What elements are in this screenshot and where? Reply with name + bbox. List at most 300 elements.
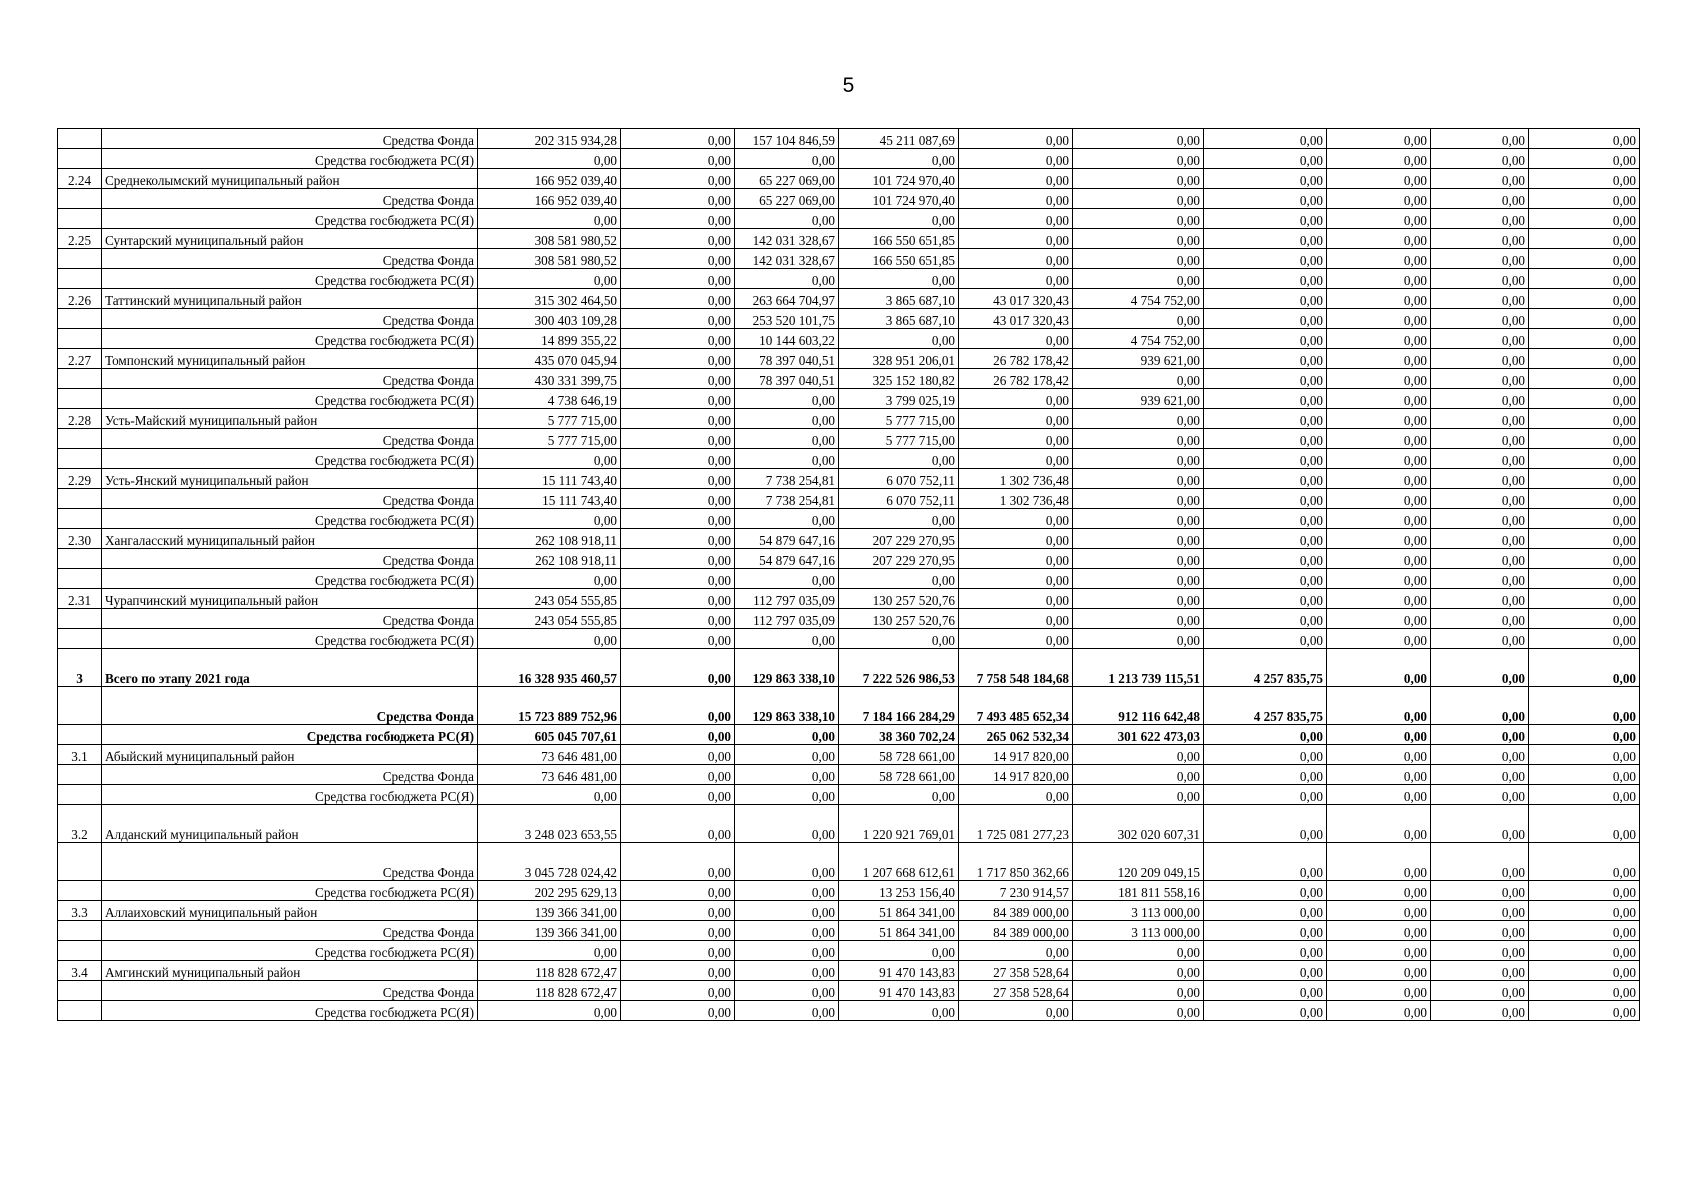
amount-cell: 0,00 bbox=[959, 429, 1073, 449]
amount-cell: 0,00 bbox=[959, 589, 1073, 609]
amount-cell: 0,00 bbox=[1431, 805, 1529, 843]
district-row bbox=[58, 649, 1640, 687]
amount-cell: 0,00 bbox=[1431, 369, 1529, 389]
amount-cell: 0,00 bbox=[1529, 349, 1640, 369]
funding-source-label: Средства госбюджета РС(Я) bbox=[102, 509, 478, 529]
amount-cell: 130 257 520,76 bbox=[839, 589, 959, 609]
amount-cell: 0,00 bbox=[1204, 329, 1327, 349]
row-number bbox=[58, 569, 102, 589]
amount-cell: 130 257 520,76 bbox=[839, 609, 959, 629]
amount-cell: 0,00 bbox=[1073, 1001, 1204, 1021]
funding-source-row bbox=[58, 921, 1640, 941]
amount-cell: 0,00 bbox=[1431, 843, 1529, 881]
amount-cell: 0,00 bbox=[959, 269, 1073, 289]
row-number bbox=[58, 981, 102, 1001]
amount-cell: 0,00 bbox=[1529, 921, 1640, 941]
amount-cell: 0,00 bbox=[839, 941, 959, 961]
funding-source-row bbox=[58, 509, 1640, 529]
amount-cell: 0,00 bbox=[1073, 961, 1204, 981]
amount-cell: 0,00 bbox=[1204, 509, 1327, 529]
row-number bbox=[58, 429, 102, 449]
row-number: 3.1 bbox=[58, 745, 102, 765]
funding-source-label: Средства госбюджета РС(Я) bbox=[102, 941, 478, 961]
amount-cell: 0,00 bbox=[735, 881, 839, 901]
amount-cell: 4 754 752,00 bbox=[1073, 289, 1204, 309]
row-number bbox=[58, 389, 102, 409]
finance-table bbox=[57, 128, 1640, 1021]
amount-cell: 0,00 bbox=[1073, 629, 1204, 649]
amount-cell: 27 358 528,64 bbox=[959, 981, 1073, 1001]
amount-cell: 0,00 bbox=[1529, 429, 1640, 449]
amount-cell: 0,00 bbox=[1431, 549, 1529, 569]
amount-cell: 0,00 bbox=[1204, 349, 1327, 369]
row-number bbox=[58, 921, 102, 941]
funding-source-row bbox=[58, 843, 1640, 881]
amount-cell: 3 045 728 024,42 bbox=[478, 843, 621, 881]
amount-cell: 0,00 bbox=[1431, 687, 1529, 725]
funding-source-label: Средства Фонда bbox=[102, 129, 478, 149]
amount-cell: 0,00 bbox=[621, 309, 735, 329]
amount-cell: 0,00 bbox=[1073, 589, 1204, 609]
amount-cell: 0,00 bbox=[621, 269, 735, 289]
amount-cell: 181 811 558,16 bbox=[1073, 881, 1204, 901]
funding-source-label: Средства госбюджета РС(Я) bbox=[102, 569, 478, 589]
amount-cell: 0,00 bbox=[735, 725, 839, 745]
amount-cell: 0,00 bbox=[621, 687, 735, 725]
amount-cell: 0,00 bbox=[1204, 785, 1327, 805]
amount-cell: 0,00 bbox=[1327, 805, 1431, 843]
amount-cell: 0,00 bbox=[1431, 1001, 1529, 1021]
funding-source-label: Средства Фонда bbox=[102, 549, 478, 569]
row-number bbox=[58, 1001, 102, 1021]
amount-cell: 0,00 bbox=[1431, 329, 1529, 349]
row-number bbox=[58, 189, 102, 209]
amount-cell: 15 111 743,40 bbox=[478, 469, 621, 489]
row-number: 3.2 bbox=[58, 805, 102, 843]
amount-cell: 0,00 bbox=[621, 941, 735, 961]
district-name: Среднеколымский муниципальный район bbox=[102, 169, 478, 189]
amount-cell: 0,00 bbox=[735, 629, 839, 649]
funding-source-label: Средства Фонда bbox=[102, 189, 478, 209]
amount-cell: 157 104 846,59 bbox=[735, 129, 839, 149]
amount-cell: 3 113 000,00 bbox=[1073, 921, 1204, 941]
amount-cell: 243 054 555,85 bbox=[478, 589, 621, 609]
row-number bbox=[58, 329, 102, 349]
amount-cell: 0,00 bbox=[1431, 469, 1529, 489]
amount-cell: 14 899 355,22 bbox=[478, 329, 621, 349]
amount-cell: 0,00 bbox=[621, 1001, 735, 1021]
funding-source-row bbox=[58, 369, 1640, 389]
amount-cell: 0,00 bbox=[735, 901, 839, 921]
amount-cell: 26 782 178,42 bbox=[959, 369, 1073, 389]
amount-cell: 166 550 651,85 bbox=[839, 249, 959, 269]
amount-cell: 0,00 bbox=[959, 329, 1073, 349]
amount-cell: 0,00 bbox=[1073, 249, 1204, 269]
funding-source-label: Средства госбюджета РС(Я) bbox=[102, 149, 478, 169]
amount-cell: 0,00 bbox=[1431, 529, 1529, 549]
amount-cell: 0,00 bbox=[959, 169, 1073, 189]
row-number: 3.3 bbox=[58, 901, 102, 921]
amount-cell: 0,00 bbox=[735, 509, 839, 529]
amount-cell: 0,00 bbox=[1073, 529, 1204, 549]
row-number bbox=[58, 149, 102, 169]
funding-source-row bbox=[58, 881, 1640, 901]
amount-cell: 0,00 bbox=[621, 569, 735, 589]
row-number: 2.24 bbox=[58, 169, 102, 189]
amount-cell: 430 331 399,75 bbox=[478, 369, 621, 389]
district-row bbox=[58, 805, 1640, 843]
amount-cell: 435 070 045,94 bbox=[478, 349, 621, 369]
funding-source-row bbox=[58, 329, 1640, 349]
amount-cell: 0,00 bbox=[1204, 589, 1327, 609]
funding-source-row bbox=[58, 249, 1640, 269]
amount-cell: 0,00 bbox=[1431, 389, 1529, 409]
district-row bbox=[58, 229, 1640, 249]
amount-cell: 0,00 bbox=[735, 569, 839, 589]
amount-cell: 0,00 bbox=[1327, 409, 1431, 429]
amount-cell: 0,00 bbox=[1204, 269, 1327, 289]
amount-cell: 0,00 bbox=[1327, 725, 1431, 745]
amount-cell: 0,00 bbox=[621, 805, 735, 843]
amount-cell: 0,00 bbox=[621, 149, 735, 169]
amount-cell: 0,00 bbox=[1529, 941, 1640, 961]
amount-cell: 0,00 bbox=[1327, 129, 1431, 149]
district-row bbox=[58, 409, 1640, 429]
amount-cell: 0,00 bbox=[1204, 129, 1327, 149]
amount-cell: 0,00 bbox=[1327, 309, 1431, 329]
amount-cell: 0,00 bbox=[839, 149, 959, 169]
amount-cell: 0,00 bbox=[621, 209, 735, 229]
amount-cell: 0,00 bbox=[959, 189, 1073, 209]
amount-cell: 0,00 bbox=[1529, 529, 1640, 549]
amount-cell: 0,00 bbox=[1073, 229, 1204, 249]
funding-source-label: Средства Фонда bbox=[102, 765, 478, 785]
funding-source-label: Средства Фонда bbox=[102, 609, 478, 629]
amount-cell: 0,00 bbox=[959, 529, 1073, 549]
amount-cell: 91 470 143,83 bbox=[839, 961, 959, 981]
amount-cell: 0,00 bbox=[1529, 249, 1640, 269]
row-number bbox=[58, 687, 102, 725]
amount-cell: 0,00 bbox=[1327, 269, 1431, 289]
amount-cell: 0,00 bbox=[1529, 409, 1640, 429]
row-number: 3 bbox=[58, 649, 102, 687]
row-number bbox=[58, 629, 102, 649]
amount-cell: 0,00 bbox=[1529, 569, 1640, 589]
amount-cell: 0,00 bbox=[1327, 209, 1431, 229]
amount-cell: 265 062 532,34 bbox=[959, 725, 1073, 745]
amount-cell: 0,00 bbox=[1529, 229, 1640, 249]
amount-cell: 3 799 025,19 bbox=[839, 389, 959, 409]
amount-cell: 0,00 bbox=[1327, 843, 1431, 881]
amount-cell: 0,00 bbox=[1204, 309, 1327, 329]
amount-cell: 0,00 bbox=[1431, 129, 1529, 149]
amount-cell: 0,00 bbox=[839, 269, 959, 289]
amount-cell: 0,00 bbox=[621, 961, 735, 981]
amount-cell: 0,00 bbox=[1327, 649, 1431, 687]
amount-cell: 0,00 bbox=[621, 981, 735, 1001]
amount-cell: 7 493 485 652,34 bbox=[959, 687, 1073, 725]
amount-cell: 0,00 bbox=[1327, 229, 1431, 249]
amount-cell: 0,00 bbox=[735, 269, 839, 289]
district-row bbox=[58, 589, 1640, 609]
row-number bbox=[58, 489, 102, 509]
amount-cell: 0,00 bbox=[1431, 229, 1529, 249]
funding-source-row bbox=[58, 687, 1640, 725]
amount-cell: 7 222 526 986,53 bbox=[839, 649, 959, 687]
amount-cell: 0,00 bbox=[735, 745, 839, 765]
amount-cell: 202 315 934,28 bbox=[478, 129, 621, 149]
row-number: 2.31 bbox=[58, 589, 102, 609]
amount-cell: 0,00 bbox=[735, 941, 839, 961]
amount-cell: 0,00 bbox=[735, 961, 839, 981]
row-number bbox=[58, 725, 102, 745]
amount-cell: 4 738 646,19 bbox=[478, 389, 621, 409]
amount-cell: 0,00 bbox=[1073, 209, 1204, 229]
amount-cell: 10 144 603,22 bbox=[735, 329, 839, 349]
amount-cell: 0,00 bbox=[1327, 629, 1431, 649]
district-name: Аллаиховский муниципальный район bbox=[102, 901, 478, 921]
amount-cell: 0,00 bbox=[1073, 609, 1204, 629]
amount-cell: 0,00 bbox=[621, 429, 735, 449]
funding-source-label: Средства госбюджета РС(Я) bbox=[102, 209, 478, 229]
district-row bbox=[58, 529, 1640, 549]
amount-cell: 0,00 bbox=[621, 609, 735, 629]
amount-cell: 0,00 bbox=[1204, 409, 1327, 429]
row-number: 2.28 bbox=[58, 409, 102, 429]
amount-cell: 0,00 bbox=[1431, 509, 1529, 529]
amount-cell: 0,00 bbox=[959, 229, 1073, 249]
amount-cell: 0,00 bbox=[959, 389, 1073, 409]
amount-cell: 912 116 642,48 bbox=[1073, 687, 1204, 725]
amount-cell: 7 758 548 184,68 bbox=[959, 649, 1073, 687]
amount-cell: 0,00 bbox=[478, 785, 621, 805]
amount-cell: 0,00 bbox=[621, 725, 735, 745]
funding-source-row bbox=[58, 549, 1640, 569]
amount-cell: 0,00 bbox=[1073, 269, 1204, 289]
amount-cell: 0,00 bbox=[1327, 881, 1431, 901]
funding-source-row bbox=[58, 429, 1640, 449]
amount-cell: 16 328 935 460,57 bbox=[478, 649, 621, 687]
amount-cell: 0,00 bbox=[1327, 429, 1431, 449]
amount-cell: 0,00 bbox=[1204, 249, 1327, 269]
funding-source-row bbox=[58, 1001, 1640, 1021]
amount-cell: 4 257 835,75 bbox=[1204, 687, 1327, 725]
amount-cell: 0,00 bbox=[1327, 687, 1431, 725]
amount-cell: 65 227 069,00 bbox=[735, 169, 839, 189]
row-number: 2.30 bbox=[58, 529, 102, 549]
amount-cell: 0,00 bbox=[735, 1001, 839, 1021]
amount-cell: 0,00 bbox=[1327, 901, 1431, 921]
amount-cell: 0,00 bbox=[1529, 189, 1640, 209]
amount-cell: 0,00 bbox=[1204, 981, 1327, 1001]
amount-cell: 0,00 bbox=[621, 129, 735, 149]
amount-cell: 0,00 bbox=[1073, 489, 1204, 509]
amount-cell: 0,00 bbox=[621, 649, 735, 687]
funding-source-label: Средства госбюджета РС(Я) bbox=[102, 449, 478, 469]
row-number: 2.29 bbox=[58, 469, 102, 489]
amount-cell: 0,00 bbox=[839, 1001, 959, 1021]
amount-cell: 0,00 bbox=[735, 785, 839, 805]
amount-cell: 0,00 bbox=[1204, 549, 1327, 569]
amount-cell: 0,00 bbox=[1073, 149, 1204, 169]
funding-source-label: Средства госбюджета РС(Я) bbox=[102, 389, 478, 409]
funding-source-label: Средства госбюджета РС(Я) bbox=[102, 269, 478, 289]
amount-cell: 0,00 bbox=[1431, 725, 1529, 745]
funding-source-row bbox=[58, 569, 1640, 589]
funding-source-label: Средства госбюджета РС(Я) bbox=[102, 629, 478, 649]
amount-cell: 0,00 bbox=[735, 389, 839, 409]
funding-source-row bbox=[58, 981, 1640, 1001]
amount-cell: 112 797 035,09 bbox=[735, 609, 839, 629]
amount-cell: 0,00 bbox=[1529, 469, 1640, 489]
district-name: Усть-Майский муниципальный район bbox=[102, 409, 478, 429]
amount-cell: 142 031 328,67 bbox=[735, 249, 839, 269]
amount-cell: 0,00 bbox=[621, 249, 735, 269]
amount-cell: 0,00 bbox=[621, 881, 735, 901]
amount-cell: 0,00 bbox=[1327, 549, 1431, 569]
amount-cell: 0,00 bbox=[959, 609, 1073, 629]
amount-cell: 3 248 023 653,55 bbox=[478, 805, 621, 843]
amount-cell: 1 725 081 277,23 bbox=[959, 805, 1073, 843]
amount-cell: 4 257 835,75 bbox=[1204, 649, 1327, 687]
amount-cell: 0,00 bbox=[478, 569, 621, 589]
amount-cell: 308 581 980,52 bbox=[478, 249, 621, 269]
district-name: Абыйский муниципальный район bbox=[102, 745, 478, 765]
amount-cell: 0,00 bbox=[1431, 785, 1529, 805]
amount-cell: 0,00 bbox=[735, 449, 839, 469]
funding-source-label: Средства Фонда bbox=[102, 429, 478, 449]
amount-cell: 0,00 bbox=[1529, 745, 1640, 765]
amount-cell: 0,00 bbox=[1204, 529, 1327, 549]
amount-cell: 0,00 bbox=[621, 745, 735, 765]
amount-cell: 0,00 bbox=[1529, 1001, 1640, 1021]
amount-cell: 0,00 bbox=[1529, 687, 1640, 725]
amount-cell: 38 360 702,24 bbox=[839, 725, 959, 745]
amount-cell: 0,00 bbox=[1204, 629, 1327, 649]
amount-cell: 129 863 338,10 bbox=[735, 649, 839, 687]
amount-cell: 0,00 bbox=[1204, 229, 1327, 249]
amount-cell: 129 863 338,10 bbox=[735, 687, 839, 725]
amount-cell: 1 213 739 115,51 bbox=[1073, 649, 1204, 687]
funding-source-label: Средства Фонда bbox=[102, 369, 478, 389]
amount-cell: 0,00 bbox=[1431, 349, 1529, 369]
amount-cell: 166 550 651,85 bbox=[839, 229, 959, 249]
amount-cell: 0,00 bbox=[959, 1001, 1073, 1021]
amount-cell: 0,00 bbox=[621, 549, 735, 569]
amount-cell: 939 621,00 bbox=[1073, 349, 1204, 369]
amount-cell: 605 045 707,61 bbox=[478, 725, 621, 745]
amount-cell: 0,00 bbox=[1529, 805, 1640, 843]
amount-cell: 0,00 bbox=[1327, 449, 1431, 469]
amount-cell: 0,00 bbox=[735, 843, 839, 881]
funding-source-label: Средства Фонда bbox=[102, 981, 478, 1001]
amount-cell: 0,00 bbox=[621, 629, 735, 649]
amount-cell: 0,00 bbox=[621, 169, 735, 189]
amount-cell: 0,00 bbox=[621, 921, 735, 941]
amount-cell: 0,00 bbox=[621, 409, 735, 429]
amount-cell: 0,00 bbox=[1529, 489, 1640, 509]
amount-cell: 0,00 bbox=[1529, 765, 1640, 785]
row-number bbox=[58, 881, 102, 901]
amount-cell: 0,00 bbox=[1204, 941, 1327, 961]
amount-cell: 112 797 035,09 bbox=[735, 589, 839, 609]
amount-cell: 78 397 040,51 bbox=[735, 369, 839, 389]
amount-cell: 4 754 752,00 bbox=[1073, 329, 1204, 349]
amount-cell: 0,00 bbox=[1327, 569, 1431, 589]
amount-cell: 0,00 bbox=[735, 765, 839, 785]
amount-cell: 0,00 bbox=[959, 569, 1073, 589]
row-number bbox=[58, 309, 102, 329]
funding-source-row bbox=[58, 489, 1640, 509]
funding-source-label: Средства Фонда bbox=[102, 249, 478, 269]
amount-cell: 262 108 918,11 bbox=[478, 549, 621, 569]
amount-cell: 0,00 bbox=[621, 509, 735, 529]
amount-cell: 0,00 bbox=[1431, 629, 1529, 649]
row-number bbox=[58, 369, 102, 389]
amount-cell: 0,00 bbox=[1073, 785, 1204, 805]
amount-cell: 7 738 254,81 bbox=[735, 469, 839, 489]
district-row bbox=[58, 289, 1640, 309]
amount-cell: 0,00 bbox=[959, 129, 1073, 149]
funding-source-row bbox=[58, 629, 1640, 649]
amount-cell: 300 403 109,28 bbox=[478, 309, 621, 329]
amount-cell: 84 389 000,00 bbox=[959, 901, 1073, 921]
amount-cell: 0,00 bbox=[1529, 881, 1640, 901]
funding-source-label: Средства госбюджета РС(Я) bbox=[102, 1001, 478, 1021]
amount-cell: 51 864 341,00 bbox=[839, 921, 959, 941]
amount-cell: 0,00 bbox=[621, 843, 735, 881]
amount-cell: 0,00 bbox=[1073, 369, 1204, 389]
funding-source-row bbox=[58, 765, 1640, 785]
amount-cell: 91 470 143,83 bbox=[839, 981, 959, 1001]
amount-cell: 0,00 bbox=[621, 329, 735, 349]
amount-cell: 0,00 bbox=[735, 429, 839, 449]
amount-cell: 58 728 661,00 bbox=[839, 745, 959, 765]
amount-cell: 0,00 bbox=[621, 765, 735, 785]
row-number: 2.27 bbox=[58, 349, 102, 369]
amount-cell: 0,00 bbox=[1327, 509, 1431, 529]
amount-cell: 0,00 bbox=[1327, 149, 1431, 169]
district-row bbox=[58, 169, 1640, 189]
amount-cell: 1 220 921 769,01 bbox=[839, 805, 959, 843]
amount-cell: 0,00 bbox=[839, 785, 959, 805]
amount-cell: 0,00 bbox=[1431, 981, 1529, 1001]
amount-cell: 0,00 bbox=[1204, 169, 1327, 189]
amount-cell: 0,00 bbox=[478, 449, 621, 469]
amount-cell: 0,00 bbox=[621, 389, 735, 409]
amount-cell: 243 054 555,85 bbox=[478, 609, 621, 629]
amount-cell: 0,00 bbox=[839, 629, 959, 649]
amount-cell: 0,00 bbox=[1529, 209, 1640, 229]
amount-cell: 0,00 bbox=[1204, 489, 1327, 509]
amount-cell: 1 717 850 362,66 bbox=[959, 843, 1073, 881]
district-name: Томпонский муниципальный район bbox=[102, 349, 478, 369]
row-number bbox=[58, 449, 102, 469]
amount-cell: 45 211 087,69 bbox=[839, 129, 959, 149]
district-row bbox=[58, 961, 1640, 981]
row-number: 2.26 bbox=[58, 289, 102, 309]
amount-cell: 0,00 bbox=[621, 289, 735, 309]
amount-cell: 0,00 bbox=[1204, 901, 1327, 921]
funding-source-label: Средства госбюджета РС(Я) bbox=[102, 329, 478, 349]
amount-cell: 0,00 bbox=[959, 409, 1073, 429]
amount-cell: 0,00 bbox=[1204, 745, 1327, 765]
amount-cell: 15 723 889 752,96 bbox=[478, 687, 621, 725]
funding-source-label: Средства госбюджета РС(Я) bbox=[102, 725, 478, 745]
row-number bbox=[58, 785, 102, 805]
amount-cell: 0,00 bbox=[1204, 1001, 1327, 1021]
amount-cell: 0,00 bbox=[1529, 369, 1640, 389]
